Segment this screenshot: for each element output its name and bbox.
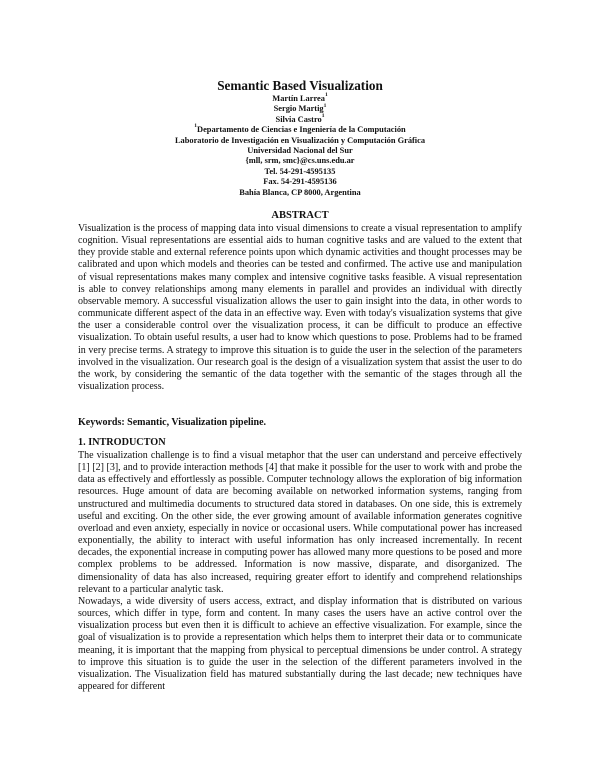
affiliation-marker: 1 [323, 102, 327, 109]
keywords: Keywords: Semantic, Visualization pipeline. [78, 417, 267, 428]
paragraph: The visualization challenge is to find a visual metaphor that the user can understand and perceive effectively [1] [2] [3], and to provide interaction methods [4] that make it possible for the user to work with and probe the data as effectively and effortlessly as possible. Computer technology allows the exploration of big information resources. Huge amount of data are becoming available on networked information systems, ranging from unstructured and multimedia documents to structured data stored in databases. On one side, this is extremely useful and exciting. On the other side, the ever growing amount of available information generates cognitive overload and even anxiety, especially in novice or occasional users. While computational power has increased exponentially, the ability to interact with useful information has only increased incrementally. In recent decades, the exponential increase in computing power has allowed many more questions to be posed and more complex problems to be addressed. Information is now massive, disparate, and disorganized. The dimensionality of data has also increased, requiring greater effort to identify and comprehend relationships relevant to a particular analytic task. [78, 450, 522, 595]
author-tel: Tel. 54-291-4595135 [264, 166, 336, 176]
affiliation-marker: 1 [194, 123, 198, 130]
affiliation-lab: Laboratorio de Investigación en Visualización y Computación Gráfica [174, 135, 426, 145]
abstract-heading: ABSTRACT [271, 210, 329, 221]
author-name: Sergio Martig [273, 104, 324, 114]
affiliation-marker: 1 [324, 92, 328, 99]
introduction-body [78, 450, 522, 693]
affiliation-department: $^1$Departamento de Ciencias e Ingeniería de la Computación [194, 123, 406, 135]
author-3 [0, 115, 600, 125]
affiliation-university: Universidad Nacional del Sur [247, 146, 353, 156]
author-block [0, 94, 600, 198]
author-email: {mll, srm, smc}@cs.uns.edu.ar [245, 156, 355, 166]
abstract-text: Visualization is the process of mapping data into visual dimensions to create a visual representation to amplify cognition. Visual representations are essential aids to human cognitive tasks and are valued to the extent that they provide stable and external reference points upon which dynamic activities and thought processes may be calibrated and upon which models and theories can be tested and confirmed. The active use and manipulation of visual representations makes many complex and intensive cognitive tasks feasible. A visual representation is able to convey relationships among many elements in parallel and provides an individual with directly observable memory. A successful visualization allows the user to gain insight into the data, in other words to communicate different aspect of the data in an effective way. Even with today's visualization systems that give the user a considerable control over the visualization process, it can be difficult to produce an effective visualization. To obtain useful results, a user had to know which questions to pose. Problems had to be framed in very precise terms. A strategy to improve this situation is to guide the user in the selection of the parameters involved in the visualization. Our research goal is the design of a visualization system that assist the user to do the work, by considering the semantic of the data together with the semantic of the stages through all the visualization process. [78, 223, 522, 393]
author-2 [0, 104, 600, 114]
section-heading-introduction: 1. INTRODUCTON [78, 437, 166, 448]
affiliation-marker: 1 [321, 113, 325, 120]
paper-title: Semantic Based Visualization [217, 78, 383, 93]
paragraph: Nowadays, a wide diversity of users access, extract, and display information that is distributed on various sources, which differ in type, form and content. In many cases the users have an active control over the visualization process but even then it is difficult to achieve an effective visualization. For example, since the goal of visualization is to provide a representation which helps them to interpret their data or to communicate meaning, it is important that the mapping from physical to perceptual dimensions be under control. A strategy to improve this situation is to guide the user in the selection of the different parameters involved in the visualization. The Visualization field has matured substantially during the last decade; new techniques have appeared for different [78, 595, 522, 692]
author-fax: Fax. 54-291-4595136 [263, 177, 337, 187]
author-address: Bahía Blanca, CP 8000, Argentina [239, 187, 361, 197]
author-name: Martín Larrea [272, 94, 325, 103]
author-1 [0, 94, 600, 104]
author-name: Silvia Castro [275, 114, 322, 124]
